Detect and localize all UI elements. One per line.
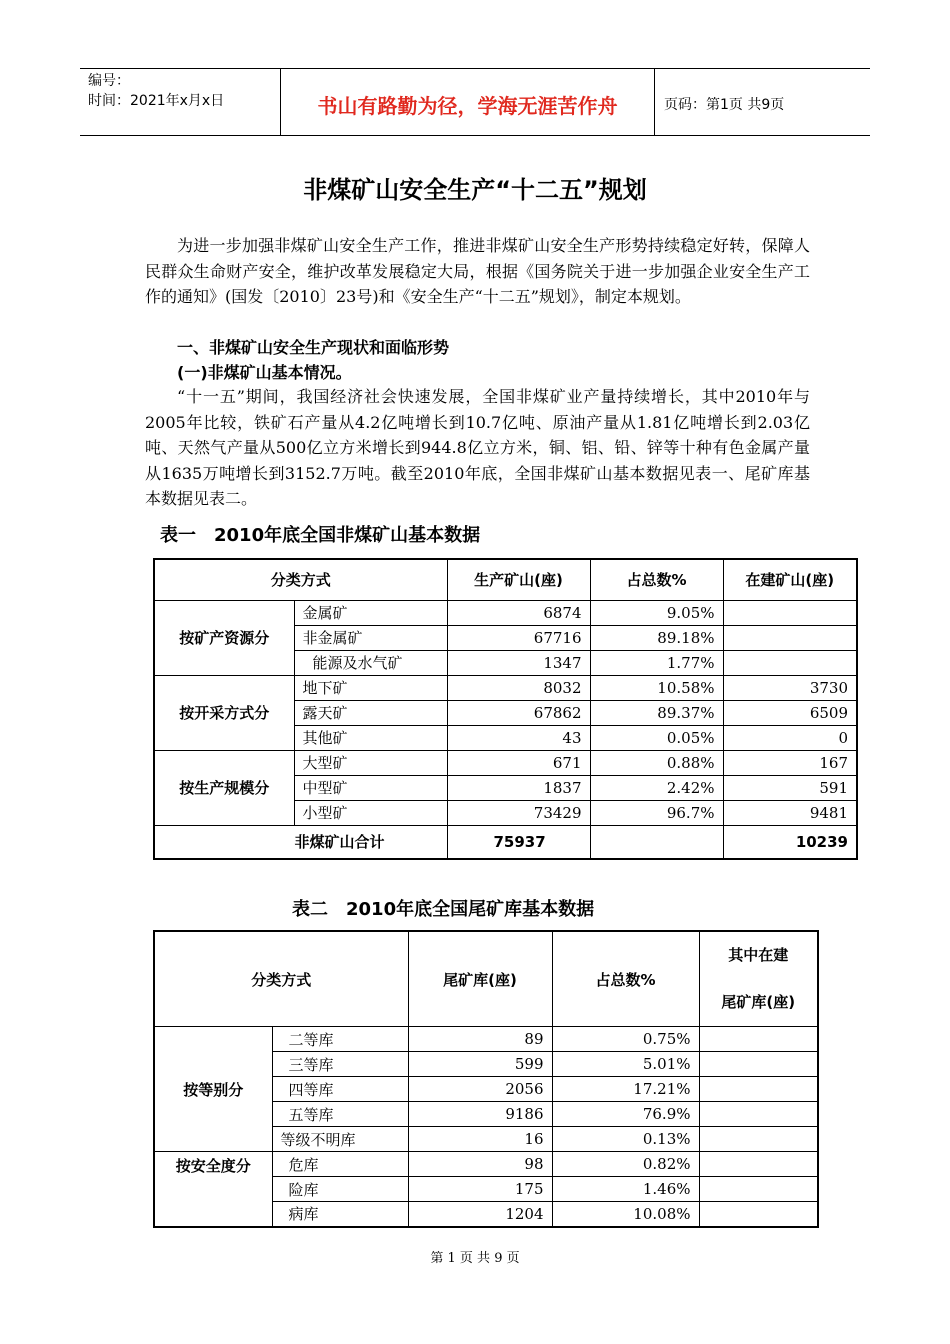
cell-percent: 76.9% (552, 1102, 699, 1127)
table1-header-category: 分类方式 (154, 559, 447, 600)
total-label: 非煤矿山合计 (154, 825, 447, 859)
table-nonmetal-mines (153, 558, 858, 860)
row-name: 能源及水气矿 (294, 650, 447, 675)
cell-percent: 0.13% (552, 1127, 699, 1152)
section-heading-1-1: (一)非煤矿山基本情况。 (177, 363, 352, 382)
serial-label: 编号： (88, 73, 130, 89)
cell-count: 9186 (408, 1102, 552, 1127)
row-name: 五等库 (272, 1102, 408, 1127)
date-label: 时间：2021年x月x日 (88, 93, 225, 109)
cell-percent: 0.88% (590, 750, 723, 775)
cell-construction (723, 650, 857, 675)
cell-count: 2056 (408, 1077, 552, 1102)
cell-percent: 9.05% (590, 600, 723, 625)
cell-percent: 89.37% (590, 700, 723, 725)
row-name: 大型矿 (294, 750, 447, 775)
intro-paragraph: 为进一步加强非煤矿山安全生产工作，推进非煤矿山安全生产形势持续稳定好转，保障人民群众生命财产安全，维护改革发展稳定大局，根据《国务院关于进一步加强企业安全生产工作的通知》(国发〔2010〕23号)和《安全生产“十二五”规划》，制定本规划。 (145, 236, 810, 306)
section-heading-1: 一、非煤矿山安全生产现状和面临形势 (177, 338, 450, 357)
cell-production: 67716 (447, 625, 590, 650)
cell-production: 1837 (447, 775, 590, 800)
group-label: 按开采方式分 (154, 675, 294, 750)
header-motto: 书山有路勤为径，学海无涯苦作舟 (317, 94, 618, 118)
cell-production: 67862 (447, 700, 590, 725)
row-name: 二等库 (272, 1027, 408, 1052)
row-name: 露天矿 (294, 700, 447, 725)
cell-percent: 10.08% (552, 1202, 699, 1227)
cell-count: 1204 (408, 1202, 552, 1227)
cell-construction (699, 1077, 818, 1102)
table2-header-construction-line2: 尾矿库(座) (721, 993, 796, 1011)
cell-production: 671 (447, 750, 590, 775)
cell-construction (699, 1177, 818, 1202)
header-divider-right (654, 68, 655, 136)
cell-production: 1347 (447, 650, 590, 675)
cell-percent: 0.82% (552, 1152, 699, 1177)
cell-percent: 5.01% (552, 1052, 699, 1077)
body-paragraph-2: “十一五”期间，我国经济社会快速发展，全国非煤矿业产量持续增长，其中2010年与2005年比较，铁矿石产量从4.2亿吨增长到10.7亿吨、原油产量从1.81亿吨增长到2.03亿吨、天然气产量从500亿立方米增长到944.8亿立方米，铜、铝、铅、锌等十种有色金属产量从1635万吨增长到3152.7万吨。截至2010年底，全国非煤矿山基本数据见表一、尾矿库基本数据见表二。 (145, 387, 810, 508)
cell-construction (699, 1127, 818, 1152)
table2-caption: 表二 2010年底全国尾矿库基本数据 (292, 899, 595, 920)
cell-percent: 10.58% (590, 675, 723, 700)
document-title: 非煤矿山安全生产“十二五”规划 (303, 176, 647, 204)
row-name: 金属矿 (294, 600, 447, 625)
cell-construction (699, 1202, 818, 1227)
cell-construction: 9481 (723, 800, 857, 825)
cell-percent: 0.05% (590, 725, 723, 750)
table2-header-count: 尾矿库(座) (408, 931, 552, 1027)
row-name: 危库 (272, 1152, 408, 1177)
table-row (154, 750, 857, 775)
header-bottom-rule (80, 135, 870, 136)
row-name: 小型矿 (294, 800, 447, 825)
table-tailings-ponds (153, 930, 819, 1228)
cell-percent: 2.42% (590, 775, 723, 800)
total-construction: 10239 (723, 825, 857, 859)
row-name: 其他矿 (294, 725, 447, 750)
cell-construction (699, 1102, 818, 1127)
cell-count: 599 (408, 1052, 552, 1077)
table-row (154, 675, 857, 700)
table2-header-percent: 占总数% (552, 931, 699, 1027)
group-label: 按生产规模分 (154, 750, 294, 825)
row-name: 三等库 (272, 1052, 408, 1077)
cell-count: 98 (408, 1152, 552, 1177)
table1-caption: 表一 2010年底全国非煤矿山基本数据 (160, 525, 481, 546)
table2-header-construction-line1: 其中在建 (728, 946, 789, 964)
group-label: 按矿产资源分 (154, 600, 294, 675)
row-name: 中型矿 (294, 775, 447, 800)
cell-percent: 17.21% (552, 1077, 699, 1102)
row-name: 四等库 (272, 1077, 408, 1102)
table1-header-percent: 占总数% (590, 559, 723, 600)
cell-construction: 591 (723, 775, 857, 800)
cell-construction: 0 (723, 725, 857, 750)
cell-production: 43 (447, 725, 590, 750)
table2-header-construction (699, 931, 818, 1027)
table1-header-production: 生产矿山(座) (447, 559, 590, 600)
cell-production: 73429 (447, 800, 590, 825)
total-production: 75937 (447, 825, 590, 859)
group-label: 按等别分 (154, 1027, 272, 1152)
cell-construction (723, 600, 857, 625)
table-total-row (154, 825, 857, 859)
row-name: 等级不明库 (272, 1127, 408, 1152)
cell-percent: 89.18% (590, 625, 723, 650)
table-row (154, 1152, 818, 1177)
row-name: 非金属矿 (294, 625, 447, 650)
cell-production: 6874 (447, 600, 590, 625)
table-row (154, 1027, 818, 1052)
table1-header-construction: 在建矿山(座) (723, 559, 857, 600)
row-name: 地下矿 (294, 675, 447, 700)
page-label: 页码：第1页 共9页 (664, 97, 785, 113)
table-row (154, 600, 857, 625)
cell-percent: 1.77% (590, 650, 723, 675)
cell-construction (723, 625, 857, 650)
cell-construction: 167 (723, 750, 857, 775)
cell-construction: 3730 (723, 675, 857, 700)
cell-construction (699, 1052, 818, 1077)
cell-count: 89 (408, 1027, 552, 1052)
cell-percent: 96.7% (590, 800, 723, 825)
cell-percent: 0.75% (552, 1027, 699, 1052)
cell-construction (699, 1152, 818, 1177)
row-name: 病库 (272, 1202, 408, 1227)
cell-construction (699, 1027, 818, 1052)
page-footer: 第 1 页 共 9 页 (430, 1251, 520, 1266)
cell-production: 8032 (447, 675, 590, 700)
cell-percent: 1.46% (552, 1177, 699, 1202)
row-name: 险库 (272, 1177, 408, 1202)
total-percent (590, 825, 723, 859)
cell-count: 16 (408, 1127, 552, 1152)
group-label: 按安全度分 (154, 1152, 272, 1227)
cell-count: 175 (408, 1177, 552, 1202)
header-top-rule (80, 68, 870, 69)
cell-construction: 6509 (723, 700, 857, 725)
table2-header-category: 分类方式 (154, 931, 408, 1027)
